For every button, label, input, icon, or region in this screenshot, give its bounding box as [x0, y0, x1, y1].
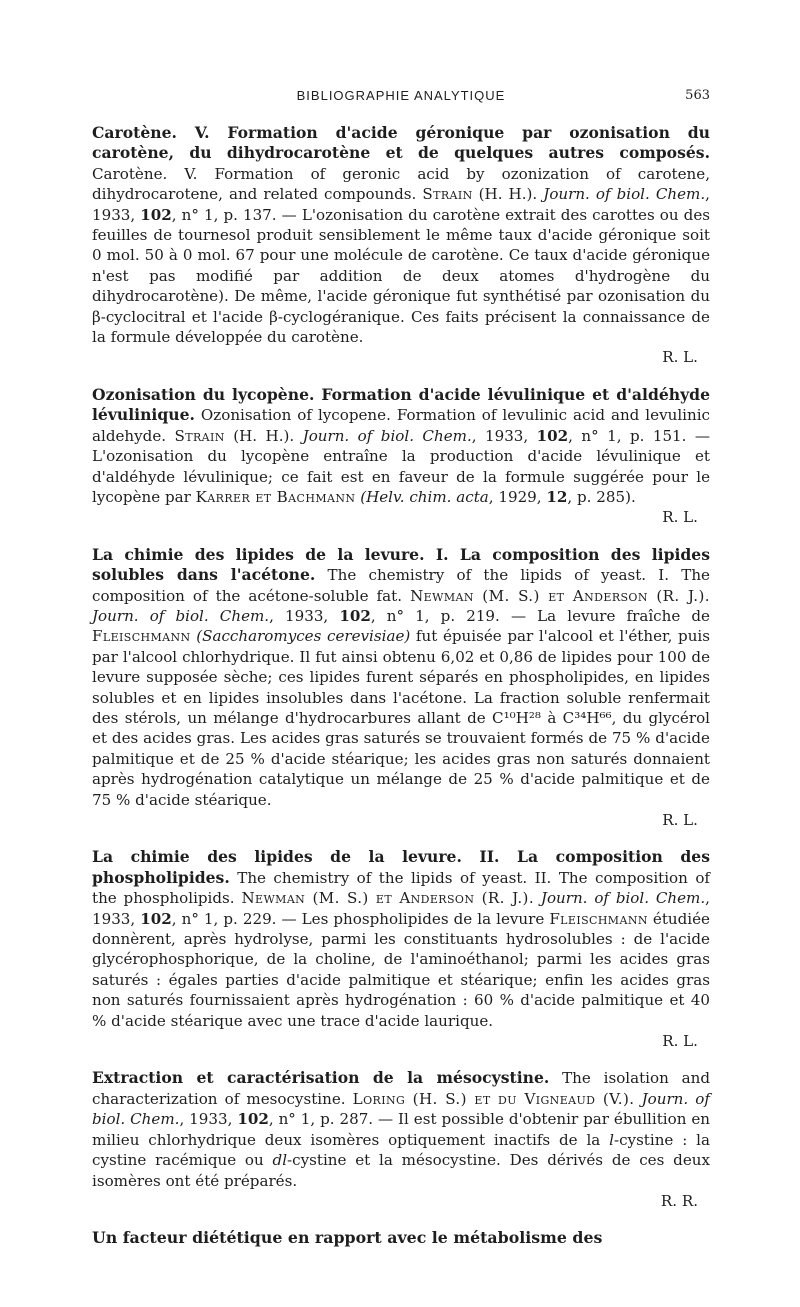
entry-heading: La chimie des lipides de la levure. II. La composition des phospholipides. [92, 847, 710, 887]
english-title: Carotène. V. Formation of geronic acid by ozonization of carotene, dihydrocarotene, and related compounds. [92, 164, 710, 204]
abstract-text-intro: La levure fraîche de [537, 606, 710, 625]
english-title: The chemistry of the lipids of yeast. I. The composition of the acétone-soluble fat. [92, 566, 710, 605]
signature: R. L. [662, 811, 698, 829]
abstract-entry-yeast-lipids-1 [92, 545, 710, 831]
author-initials: (H. H.). [478, 185, 538, 204]
english-title: The isolation and characterization of mesocystine. [92, 1069, 710, 1108]
year: , 1933, [269, 606, 340, 625]
entry-heading: Carotène. V. Formation d'acide géronique par ozonisation du carotène, du dihydrocarotène et de quelques autres composés. [92, 123, 710, 163]
reference-year: , 1929, [488, 487, 547, 506]
page-number: 563 [685, 88, 710, 103]
abstract-text-end: -cystine et la mésocystine. Des dérivés de ces deux isomères ont été préparés. [92, 1151, 710, 1190]
abstract-entry-lycopene [92, 385, 710, 528]
running-head-title: BIBLIOGRAPHIE ANALYTIQUE [296, 88, 506, 103]
journal-name: Journ. of biol. Chem. [92, 1089, 710, 1129]
abstract-text: L'ozonisation du lycopène entraîne la production d'acide lévulinique et d'aldéhyde lévulinique; ce fait est en faveur de la formule suggérée pour le lycopène par [92, 447, 710, 506]
continued-entry-heading: Un facteur diététique en rapport avec le métabolisme des [92, 1228, 603, 1248]
journal-name: Journ. of biol. Chem. [543, 185, 706, 204]
signature: R. L. [662, 508, 698, 527]
year: , 1933, [179, 1110, 238, 1129]
signature: R. R. [660, 1191, 698, 1210]
species-name: (Saccharomyces cerevisiae) [196, 627, 411, 646]
authors: Loring (H. S.) et du Vigneaud (V.). [352, 1089, 635, 1108]
journal-name: Journ. of biol. Chem. [302, 426, 472, 445]
running-head [92, 88, 710, 108]
signature: R. L. [662, 348, 698, 367]
pages: , n° 1, p. 219. — [370, 606, 538, 625]
reference-journal: (Helv. chim. acta [360, 487, 489, 506]
volume: 102 [140, 205, 172, 224]
author: Strain [174, 426, 225, 445]
reference-volume: 12 [546, 487, 568, 506]
abstract-entry-yeast-lipids-2 [92, 847, 710, 1051]
volume: 102 [536, 426, 569, 445]
volume: 102 [237, 1110, 269, 1129]
abstract-text-intro: Les phospholipides de la levure [301, 909, 550, 928]
pages: , n° 1, p. 151. — [568, 426, 710, 445]
text-column [92, 123, 710, 1249]
journal-name: Journ. of biol. Chem. [92, 606, 270, 625]
year: , 1933, [92, 889, 710, 928]
abstract-text-intro: Il est possible d'obtenir par ébullition en milieu chlorhydrique deux isomères optiquement inactifs de la [92, 1110, 710, 1149]
year: , 1933, [471, 426, 537, 445]
reference-authors: Karrer et Bachmann [195, 487, 356, 506]
signature: R. L. [662, 1032, 698, 1051]
abstract-entry-carotene [92, 123, 710, 368]
pages: , n° 1, p. 229. — [171, 909, 302, 928]
strain-name: Fleischmann [549, 909, 648, 928]
l-prefix: l [609, 1130, 614, 1149]
entry-heading: La chimie des lipides de la levure. I. La composition des lipides solubles dans l'acétone. [92, 544, 710, 585]
english-title: Ozonisation of lycopene. Formation of levulinic acid and levulinic aldehyde. [92, 406, 710, 445]
entry-heading: Extraction et caractérisation de la mésocystine. [92, 1068, 550, 1088]
authors: Newman (M. S.) et Anderson (R. J.). [410, 586, 710, 605]
author: Strain [422, 185, 473, 204]
volume: 102 [339, 606, 371, 625]
volume: 102 [140, 909, 172, 928]
authors: Newman (M. S.) et Anderson (R. J.). [241, 889, 535, 908]
abstract-text: -cystine : la cystine racémique ou [92, 1130, 710, 1170]
pages: , n° 1, p. 137. — [171, 205, 302, 224]
journal-name: Journ. of biol. Chem. [540, 889, 706, 908]
abstract-text: fut épuisée par l'alcool et l'éther, puis par l'alcool chlorhydrique. Il fut ainsi obtenu 6,02 et 0,86 de lipides pour 100 de levure supposée sèche; ces lipides furent séparés en phospholipides, en lipides solubles et en lipides insolubles dans l'acétone. La fraction soluble renfermait des stérols, un mélange d'hydrocarbures allant de C¹⁰H²⁸ à C³⁴H⁶⁶, du glycérol et des acides gras. Les acides gras saturés se trouvaient formés de 75 % d'acide palmitique et de 25 % d'acide stéarique; les acides gras non saturés donnaient après hydrogénation catalytique un mélange de 25 % d'acide palmitique et de 75 % d'acide stéarique. [92, 627, 710, 809]
strain-name: Fleischmann [92, 627, 191, 646]
abstract-text: L'ozonisation du carotène extrait des carottes ou des feuilles de tournesol produit sensiblement le même taux d'acide géronique soit 0 mol. 50 à 0 mol. 67 pour une molécule de carotène. Ce taux d'acide géronique n'est pas modifié par addition de deux atomes d'hydrogène du dihydrocarotène). De même, l'acide géronique fut synthétisé par ozonisation du β-cyclocitral et l'acide β-cyclogéranique. Ces faits précisent la connaissance de la formule développée du carotène. [92, 205, 711, 347]
entry-heading: Ozonisation du lycopène. Formation d'acide lévulinique et d'aldéhyde lévulinique. [92, 384, 710, 425]
english-title: The chemistry of the lipids of yeast. II. The composition of the phospholipids. [92, 868, 710, 908]
year: , 1933, [92, 185, 710, 224]
pages: , n° 1, p. 287. — [268, 1110, 399, 1129]
abstract-entry-mesocystine [92, 1068, 710, 1211]
dl-prefix: dl [272, 1151, 288, 1170]
author-initials: (H. H.). [233, 426, 295, 445]
abstract-text: étudiée donnèrent, après hydrolyse, parmi les constituants hydrosolubles : de l'acide glycérophosphorique, de la choline, de l'aminoéthanol; parmi les acides gras saturés : égales parties d'acide palmitique et stéarique; enfin les acides gras non saturés fournissaient après hydrogénation : 60 % d'acide palmitique et 40 % d'acide stéarique avec une trace d'acide laurique. [92, 909, 710, 1030]
reference-pages: , p. 285). [567, 487, 636, 506]
